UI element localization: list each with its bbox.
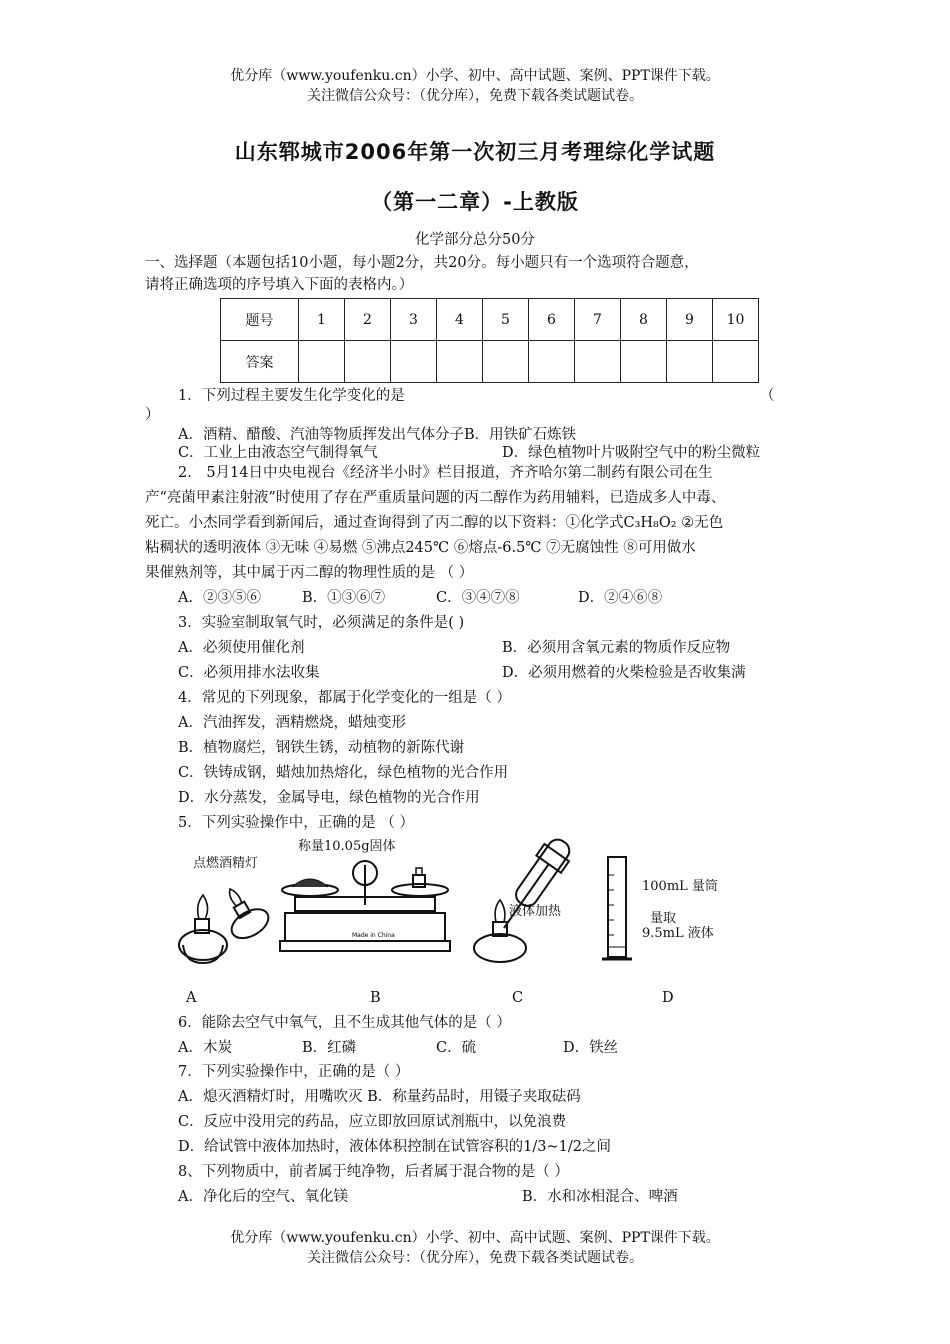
section-intro-2: 请将正确选项的序号填入下面的表格内。） <box>145 277 414 293</box>
question-3-option-a: A．必须使用催化剂 <box>178 640 305 656</box>
figure-b-plate: Made in China <box>352 932 395 939</box>
table-cell: 2 <box>345 299 391 341</box>
figure-a-lighting-lamp <box>175 845 275 975</box>
question-4-option-a: A．汽油挥发，酒精燃烧，蜡烛变形 <box>178 715 406 731</box>
table-cell: 9 <box>667 299 713 341</box>
figure-b-label: 称量10.05g固体 <box>298 839 396 854</box>
answer-cell[interactable] <box>345 341 391 383</box>
question-2-option-b: B．①③⑥⑦ <box>302 590 386 606</box>
figure-d-cylinder <box>600 855 720 965</box>
figure-c-label: 液体加热 <box>509 904 562 919</box>
question-6-option-c: C．硫 <box>436 1040 477 1056</box>
question-1-stem: 1．下列过程主要发生化学变化的是 <box>178 388 405 404</box>
question-1-option-d: D．绿色植物叶片吸附空气中的粉尘微粒 <box>502 445 761 461</box>
balance-icon <box>270 835 460 970</box>
question-2-line-4: 粘稠状的透明液体 ③无味 ④易燃 ⑤沸点245℃ ⑥熔点-6.5℃ ⑦无腐蚀性 ⑧可用做水 <box>145 540 696 556</box>
question-6-option-b: B．红磷 <box>302 1040 357 1056</box>
table-cell: 6 <box>529 299 575 341</box>
header-line-1: 优分库（www.youfenku.cn）小学、初中、高中试题、案例、PPT课件下载。 <box>230 68 720 84</box>
answer-cell[interactable] <box>483 341 529 383</box>
question-2-option-a: A．②③⑤⑥ <box>178 590 261 606</box>
answer-table <box>220 298 759 383</box>
figure-option-b: B <box>370 990 381 1006</box>
question-7-stem: 7．下列实验操作中，正确的是（ ） <box>178 1064 410 1080</box>
question-1-paren-close: ） <box>145 407 160 423</box>
figure-d-label-1: 100mL 量筒 <box>642 879 718 894</box>
question-8-stem: 8、下列物质中，前者属于纯净物，后者属于混合物的是（ ） <box>178 1164 569 1180</box>
footer-line-2: 关注微信公众号：（优分库），免费下载各类试题试卷。 <box>307 1250 643 1266</box>
table-cell: 3 <box>391 299 437 341</box>
page-title: 山东郓城市2006年第一次初三月考理综化学试题 <box>234 140 716 164</box>
question-4-stem: 4．常见的下列现象，都属于化学变化的一组是（ ） <box>178 690 511 706</box>
question-2-line-5: 果催熟剂等，其中属于丙二醇的物理性质的是 （ ） <box>145 565 474 581</box>
answer-cell[interactable] <box>621 341 667 383</box>
table-header-cell: 题号 <box>221 299 299 341</box>
table-cell: 8 <box>621 299 667 341</box>
question-4-option-b: B．植物腐烂，钢铁生锈，动植物的新陈代谢 <box>178 740 465 756</box>
question-2-line-1: 2． 5月14日中央电视台《经济半小时》栏目报道，齐齐哈尔第二制药有限公司在生 <box>178 465 713 481</box>
question-3-option-d: D．必须用燃着的火柴检验是否收集满 <box>502 665 746 681</box>
question-7-option-c: C．反应中没用完的药品，应立即放回原试剂瓶中，以免浪费 <box>178 1114 567 1130</box>
figure-d-label-3: 9.5mL 液体 <box>642 926 714 941</box>
question-4-option-d: D．水分蒸发，金属导电，绿色植物的光合作用 <box>178 790 480 806</box>
question-2-option-d: D．②④⑥⑧ <box>578 590 663 606</box>
table-row <box>221 341 759 383</box>
table-cell: 1 <box>299 299 345 341</box>
answer-cell[interactable] <box>299 341 345 383</box>
question-7-option-ab: A．熄灭酒精灯时，用嘴吹灭 B．称量药品时，用镊子夹取砝码 <box>178 1089 581 1105</box>
question-6-option-a: A．木炭 <box>178 1040 232 1056</box>
question-7-option-d: D．给试管中液体加热时，液体体积控制在试管容积的1/3~1/2之间 <box>178 1139 611 1155</box>
table-cell: 4 <box>437 299 483 341</box>
question-2-line-3: 死亡。小杰同学看到新闻后，通过查询得到了丙二醇的以下资料：①化学式C₃H₈O₂ ②无色 <box>145 515 724 531</box>
question-2-option-c: C．③④⑦⑧ <box>436 590 520 606</box>
question-6-stem: 6．能除去空气中氧气，且不生成其他气体的是（ ） <box>178 1015 511 1031</box>
score-note: 化学部分总分50分 <box>415 232 535 248</box>
section-intro-1: 一、选择题（本题包括10小题，每小题2分，共20分。每小题只有一个选项符合题意， <box>145 255 699 271</box>
figure-a-label: 点燃酒精灯 <box>193 856 259 871</box>
answer-cell[interactable] <box>575 341 621 383</box>
table-cell: 10 <box>713 299 759 341</box>
answer-cell[interactable] <box>667 341 713 383</box>
figure-c-heating-liquid <box>465 830 595 970</box>
question-1-option-c: C．工业上由液态空气制得氧气 <box>178 445 378 461</box>
header-line-2: 关注微信公众号：（优分库），免费下载各类试题试卷。 <box>307 88 643 104</box>
answer-cell[interactable] <box>529 341 575 383</box>
question-1-paren-open: （ <box>760 388 775 404</box>
graduated-cylinder-icon <box>600 855 640 965</box>
question-3-stem: 3．实验室制取氧气时，必须满足的条件是( ) <box>178 615 465 631</box>
question-6-option-d: D．铁丝 <box>563 1040 619 1056</box>
question-4-option-c: C．铁铸成钢，蜡烛加热熔化，绿色植物的光合作用 <box>178 765 509 781</box>
figure-d-label-2: 量取 <box>650 911 677 926</box>
page-subtitle: （第一二章）-上教版 <box>371 190 579 214</box>
table-cell: 7 <box>575 299 621 341</box>
footer-line-1: 优分库（www.youfenku.cn）小学、初中、高中试题、案例、PPT课件下载。 <box>230 1230 720 1246</box>
answer-cell[interactable] <box>437 341 483 383</box>
question-8-option-a: A．净化后的空气、氧化镁 <box>178 1189 348 1205</box>
figure-option-c: C <box>512 990 524 1006</box>
question-3-option-b: B．必须用含氧元素的物质作反应物 <box>502 640 731 656</box>
table-header-cell: 答案 <box>221 341 299 383</box>
question-2-line-2: 产“亮菌甲素注射液”时使用了存在严重质量问题的丙二醇作为药用辅料，已造成多人中毒、 <box>145 490 726 506</box>
question-8-option-b: B．水和冰相混合、啤酒 <box>522 1189 678 1205</box>
answer-cell[interactable] <box>391 341 437 383</box>
figure-option-d: D <box>662 990 674 1006</box>
question-3-option-c: C．必须用排水法收集 <box>178 665 320 681</box>
answer-cell[interactable] <box>713 341 759 383</box>
question-5-stem: 5．下列实验操作中，正确的是 （ ） <box>178 815 414 831</box>
figure-option-a: A <box>186 990 197 1006</box>
table-cell: 5 <box>483 299 529 341</box>
table-row <box>221 299 759 341</box>
figure-b-balance <box>270 835 460 970</box>
question-1-option-ab: A．酒精、醋酸、汽油等物质挥发出气体分子B．用铁矿石炼铁 <box>178 427 577 443</box>
